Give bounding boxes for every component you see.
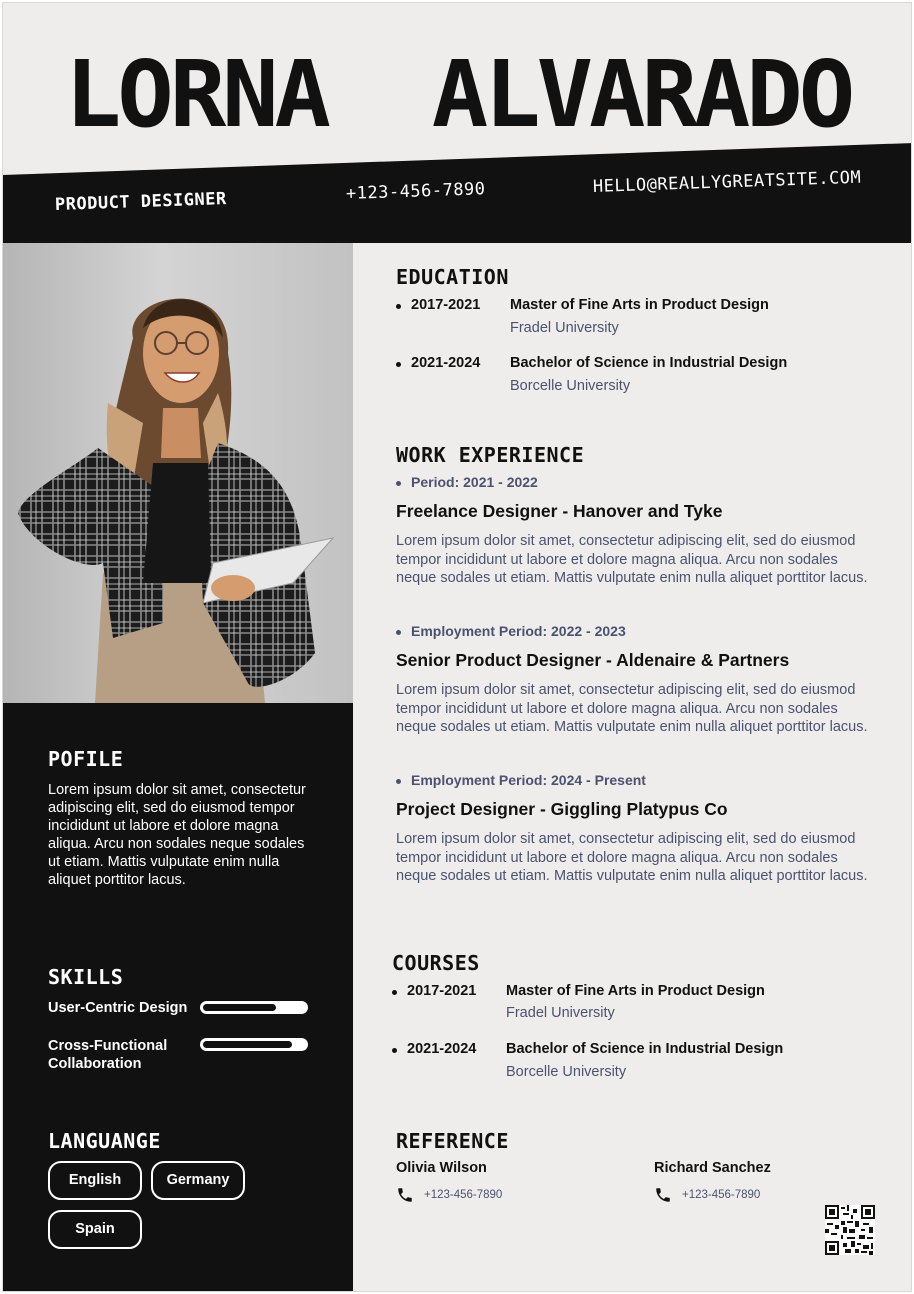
skill-bar: [200, 1038, 308, 1051]
bullet: [392, 1048, 397, 1053]
course-school: Borcelle University: [506, 1064, 627, 1080]
header-email: HELLO@REALLYGREATSITE.COM: [592, 167, 862, 197]
reference-phone: +123-456-7890: [682, 1189, 761, 1201]
course-name: Master of Fine Arts in Product Design: [506, 983, 765, 999]
resume-page: [2, 2, 912, 1292]
reference-heading: REFERENCE: [396, 1129, 509, 1153]
skill-bar: [200, 1001, 308, 1014]
language-pill: Spain: [48, 1210, 142, 1249]
header-phone: +123-456-7890: [345, 179, 486, 204]
sidebar: [3, 703, 353, 1292]
profile-photo: [3, 243, 353, 703]
bullet: [392, 990, 397, 995]
job-title: Freelance Designer - Hanover and Tyke: [396, 501, 723, 521]
bullet: [396, 304, 401, 309]
profile-heading: POFILE: [48, 747, 124, 771]
bullet: [396, 362, 401, 367]
education-school: Borcelle University: [510, 378, 631, 394]
bullet: [396, 779, 401, 784]
skill-label: User-Centric Design: [48, 1000, 188, 1016]
reference-name: Olivia Wilson: [396, 1160, 487, 1176]
work-period: Employment Period: 2024 - Present: [411, 772, 646, 788]
courses-heading: COURSES: [392, 951, 480, 975]
work-period: Period: 2021 - 2022: [411, 474, 538, 490]
phone-icon: [396, 1186, 414, 1204]
job-title: Project Designer - Giggling Platypus Co: [396, 799, 728, 819]
language-heading: LANGUANGE: [48, 1129, 161, 1153]
course-name: Bachelor of Science in Industrial Design: [506, 1041, 784, 1057]
course-years: 2021-2024: [407, 1041, 477, 1057]
phone-icon: [654, 1186, 672, 1204]
bullet: [396, 481, 401, 486]
skill-label: Cross-Functional Collaboration: [48, 1038, 168, 1072]
education-school: Fradel University: [510, 320, 619, 336]
course-years: 2017-2021: [407, 983, 477, 999]
job-role: PRODUCT DESIGNER: [54, 189, 228, 215]
skills-heading: SKILLS: [48, 965, 124, 989]
language-pill: Germany: [151, 1161, 245, 1200]
portrait-illustration: [3, 243, 353, 703]
work-period: Employment Period: 2022 - 2023: [411, 623, 626, 639]
candidate-name: LORNA ALVARADO: [64, 41, 852, 148]
reference-phone: +123-456-7890: [424, 1189, 503, 1201]
job-description: Lorem ipsum dolor sit amet, consectetur adipiscing elit, sed do eiusmod tempor incididunt ut labore et dolore magna aliqua. Arcu non sodales neque sodales ut etiam. Mattis vulputate enim nulla aliquet porttitor lacus.: [396, 533, 868, 586]
bullet: [396, 630, 401, 635]
language-pill: English: [48, 1161, 142, 1200]
skill-bar-fill: [203, 1041, 292, 1048]
education-heading: EDUCATION: [396, 265, 509, 289]
profile-text: Lorem ipsum dolor sit amet, consectetur adipiscing elit, sed do eiusmod tempor incididunt ut labore et dolore magna aliqua. Arcu non sodales neque sodales ut etiam. Mattis vulputate enim nulla aliquet porttitor lacus.: [48, 782, 306, 888]
education-years: 2021-2024: [411, 355, 481, 371]
course-school: Fradel University: [506, 1005, 615, 1021]
education-degree: Bachelor of Science in Industrial Design: [510, 355, 788, 371]
reference-name: Richard Sanchez: [654, 1160, 771, 1176]
job-title: Senior Product Designer - Aldenaire & Partners: [396, 650, 790, 670]
job-description: Lorem ipsum dolor sit amet, consectetur adipiscing elit, sed do eiusmod tempor incididunt ut labore et dolore magna aliqua. Arcu non sodales neque sodales ut etiam. Mattis vulputate enim nulla aliquet porttitor lacus.: [396, 831, 868, 884]
job-description: Lorem ipsum dolor sit amet, consectetur adipiscing elit, sed do eiusmod tempor incididunt ut labore et dolore magna aliqua. Arcu non sodales neque sodales ut etiam. Mattis vulputate enim nulla aliquet porttitor lacus.: [396, 682, 868, 735]
qr-code-icon: [825, 1205, 875, 1255]
skill-bar-fill: [203, 1004, 276, 1011]
education-degree: Master of Fine Arts in Product Design: [510, 297, 769, 313]
work-heading: WORK EXPERIENCE: [396, 443, 585, 467]
education-years: 2017-2021: [411, 297, 481, 313]
